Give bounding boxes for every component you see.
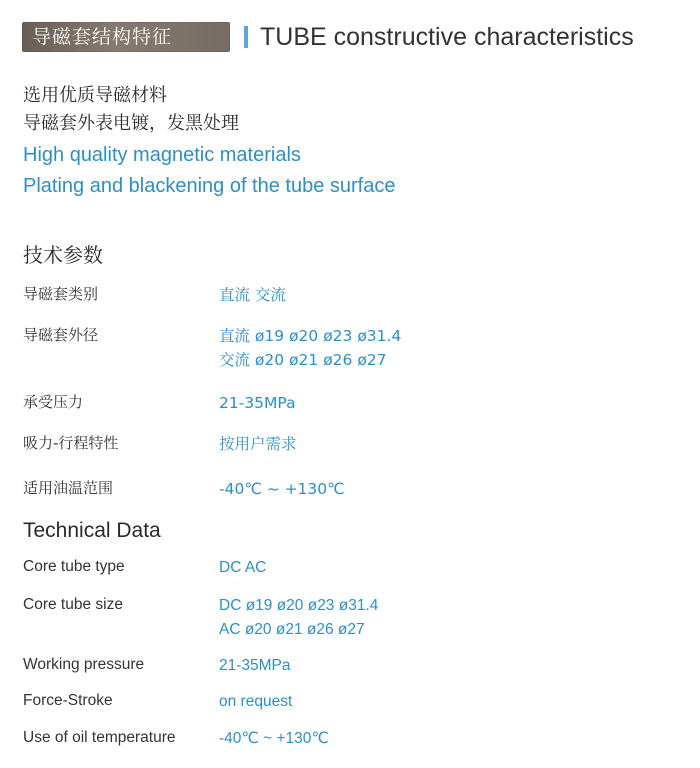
spec-value [219,477,345,501]
spec-label: 适用油温范围 [23,479,114,497]
spec-value-line: DC AC [219,559,267,576]
intro-line-cn: 导磁套外表电镀，发黑处理 [23,113,239,134]
spec-value [219,324,401,372]
spec-value [219,556,266,580]
spec-label: 导磁套类别 [23,285,99,303]
spec-title-en: Technical Data [23,519,161,542]
spec-value [219,432,297,456]
header-title-en: TUBE constructive characteristics [260,23,634,51]
intro-block [23,82,395,202]
spec-value-line: -40℃ ~ +130℃ [219,730,329,747]
spec-value-line: 21-35MPa [219,657,291,674]
spec-value-line: on request [219,693,293,710]
spec-value-line: DC ø19 ø20 ø23 ø31.4 [219,597,379,614]
spec-value-line: 按用户需求 [219,435,297,453]
spec-value-line: 交流 ø20 ø21 ø26 ø27 [219,351,387,369]
spec-label: 导磁套外径 [23,326,99,344]
spec-value [219,690,292,714]
spec-label: Force-Stroke [23,692,113,709]
header-title-bar [22,22,230,52]
intro-line-en: Plating and blackening of the tube surface [23,175,396,197]
spec-value-line: -40℃ ~ +130℃ [219,480,345,498]
spec-value-line: AC ø20 ø21 ø26 ø27 [219,621,365,638]
intro-line-en: High quality magnetic materials [23,144,301,166]
header-title-cn: 导磁套结构特征 [32,26,173,48]
spec-value [219,727,329,751]
spec-label: 吸力-行程特性 [23,434,119,452]
spec-value [219,594,378,642]
spec-value-line: 直流 ø19 ø20 ø23 ø31.4 [219,327,402,345]
header-separator [244,26,248,48]
spec-label: Use of oil temperature [23,729,176,746]
spec-value-line: 直流 交流 [219,286,286,304]
spec-value [219,391,296,415]
spec-value [219,283,286,307]
section-header [22,22,682,52]
spec-value [219,654,291,678]
spec-title-cn: 技术参数 [23,243,103,267]
spec-label: Core tube size [23,596,123,613]
spec-value-line: 21-35MPa [219,394,296,412]
intro-line-cn: 选用优质导磁材料 [23,85,167,106]
spec-label: Working pressure [23,656,145,673]
spec-label: 承受压力 [23,393,84,411]
spec-label: Core tube type [23,558,125,575]
